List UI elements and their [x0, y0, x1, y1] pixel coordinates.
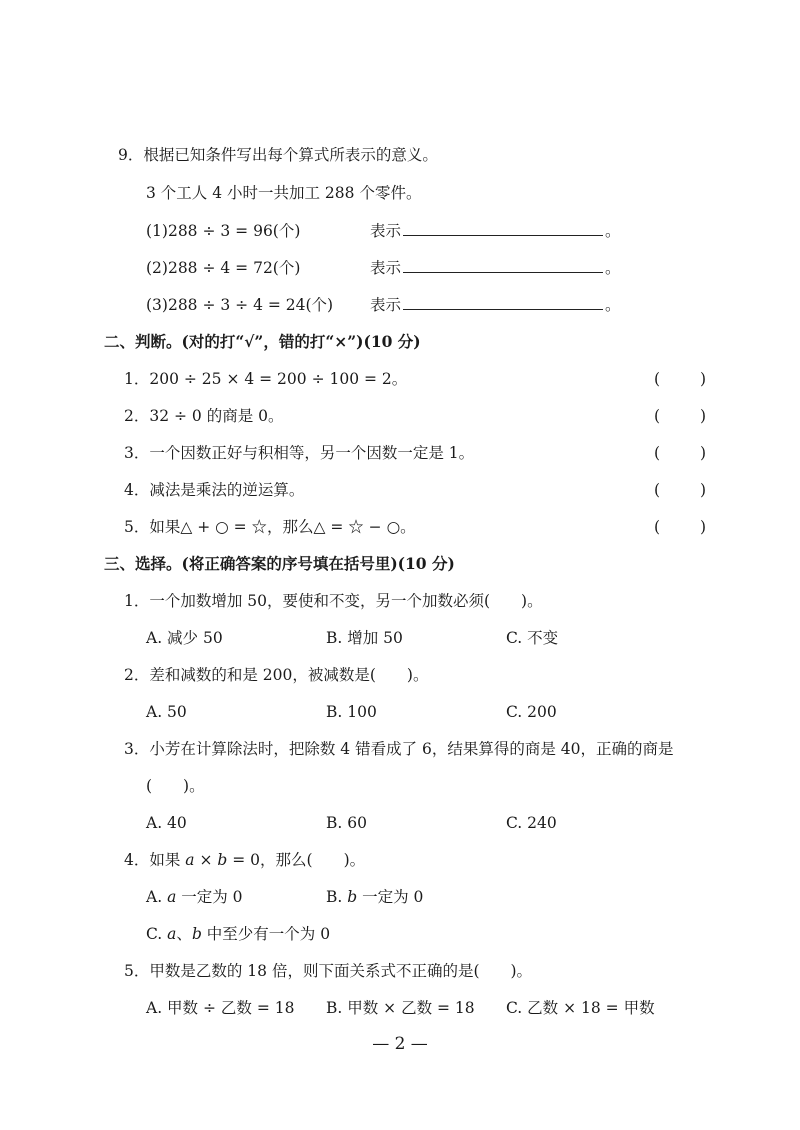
choice-q5-option-c: C. 乙数 × 18 = 甲数	[506, 999, 655, 1017]
choice-q4-option-a: A. a 一定为 0	[146, 888, 243, 906]
q9-item-1-answer: 表示 。	[370, 222, 621, 240]
judge-answer-box-4[interactable]: ( )	[654, 481, 706, 499]
choice-q1-option-b: B. 增加 50	[326, 629, 403, 647]
page-number: — 2 —	[372, 1034, 428, 1054]
choice-q2-option-a: A. 50	[146, 703, 187, 721]
answer-blank[interactable]	[403, 295, 603, 310]
choice-q3-stem: 3．小芳在计算除法时，把除数 4 错看成了 6，结果算得的商是 40，正确的商是	[124, 740, 674, 758]
choice-section-title: 三、选择。(将正确答案的序号填在括号里)(10 分)	[104, 554, 455, 573]
judge-answer-box-3[interactable]: ( )	[654, 444, 706, 462]
judge-answer-box-1[interactable]: ( )	[654, 370, 706, 388]
choice-q3-stem-cont: ( )。	[146, 777, 205, 795]
answer-label: 表示	[370, 259, 402, 277]
q9-item-2-answer: 表示 。	[370, 259, 621, 277]
judge-item-4: 4．减法是乘法的逆运算。	[124, 481, 305, 499]
choice-q5-stem: 5．甲数是乙数的 18 倍，则下面关系式不正确的是( )。	[124, 962, 533, 980]
choice-q3-option-c: C. 240	[506, 814, 557, 832]
choice-q1-option-a: A. 减少 50	[146, 629, 223, 647]
q9-condition: 3 个工人 4 小时一共加工 288 个零件。	[146, 184, 422, 202]
judge-item-3: 3．一个因数正好与积相等，另一个因数一定是 1。	[124, 444, 475, 462]
answer-blank[interactable]	[403, 258, 603, 273]
choice-q5-option-a: A. 甲数 ÷ 乙数 = 18	[146, 999, 295, 1017]
judge-item-5: 5．如果△ + ○ = ☆，那么△ = ☆ − ○。	[124, 518, 416, 536]
judge-item-2: 2．32 ÷ 0 的商是 0。	[124, 407, 284, 425]
choice-q2-option-c: C. 200	[506, 703, 557, 721]
judge-item-1: 1．200 ÷ 25 × 4 = 200 ÷ 100 = 2。	[124, 370, 408, 388]
choice-q4-option-c: C. a、b 中至少有一个为 0	[146, 925, 331, 943]
choice-q1-option-c: C. 不变	[506, 629, 559, 647]
choice-q5-option-b: B. 甲数 × 乙数 = 18	[326, 999, 475, 1017]
q9-item-1-expr: (1)288 ÷ 3 = 96(个)	[146, 222, 301, 240]
judge-answer-box-2[interactable]: ( )	[654, 407, 706, 425]
answer-label: 表示	[370, 222, 402, 240]
choice-q3-option-b: B. 60	[326, 814, 367, 832]
choice-q2-option-b: B. 100	[326, 703, 377, 721]
answer-label: 表示	[370, 296, 402, 314]
choice-q4-option-b: B. b 一定为 0	[326, 888, 424, 906]
judge-section-title: 二、判断。(对的打“√”，错的打“×”)(10 分)	[104, 332, 421, 351]
choice-q3-option-a: A. 40	[146, 814, 187, 832]
choice-q4-stem: 4．如果 a × b = 0，那么( )。	[124, 851, 366, 869]
choice-q1-stem: 1．一个加数增加 50，要使和不变，另一个加数必须( )。	[124, 592, 543, 610]
answer-blank[interactable]	[403, 221, 603, 236]
q9-item-3-expr: (3)288 ÷ 3 ÷ 4 = 24(个)	[146, 296, 334, 314]
judge-answer-box-5[interactable]: ( )	[654, 518, 706, 536]
q9-item-2-expr: (2)288 ÷ 4 = 72(个)	[146, 259, 301, 277]
q9-item-3-answer: 表示 。	[370, 296, 621, 314]
q9-title: 9．根据已知条件写出每个算式所表示的意义。	[118, 146, 438, 164]
choice-q2-stem: 2．差和减数的和是 200，被减数是( )。	[124, 666, 429, 684]
